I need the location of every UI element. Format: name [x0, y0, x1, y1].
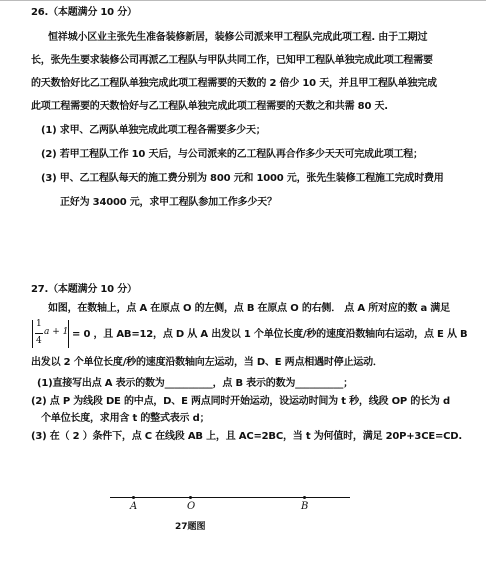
q27-line-5: (2) 点 P 为线段 DE 的中点，D、E 两点同时开始运动，设运动时间为 t 秒，线段 OP 的长为 d [31, 396, 450, 407]
q27-line-2: = 0 ，且 AB=12，点 D 从 A 出发以 1 个单位长度/秒的速度沿数轴向右运动，点 E 从 B [72, 329, 468, 340]
fraction-numerator: 1 [36, 319, 42, 329]
formula-rest: a + 1 [44, 327, 69, 337]
q26-line-4: 此项工程需要的天数恰好与乙工程队单独完成此项工程需要的天数之和共需 80 天. [31, 101, 388, 112]
top-divider [0, 0, 486, 1]
q26-line-3: 的天数恰好比乙工程队单独完成此项工程需要的天数的 2 倍少 10 天，并且甲工程队单独完成 [31, 78, 437, 89]
q26-line-2: 长，张先生要求装修公司再派乙工程队与甲队共同工作，已知甲工程队单独完成此项工程需要 [31, 55, 433, 66]
q26-part-3-cont: 正好为 34000 元，求甲工程队参加工作多少天？ [60, 197, 277, 208]
point-o-label: O [187, 501, 196, 512]
point-a-dot [132, 496, 135, 499]
q26-header: 26.（本题满分 10 分） [31, 7, 137, 18]
q26-part-1: (1) 求甲、乙两队单独完成此项工程各需要多少天； [41, 125, 266, 136]
abs-bar-left [32, 320, 33, 348]
fraction-denominator: 4 [36, 336, 42, 346]
point-o-dot [189, 496, 192, 499]
q26-line-1: 恒祥城小区业主张先生准备装修新居，装修公司派来甲工程队完成此项工程. 由于工期过 [48, 32, 428, 43]
point-a-label: A [130, 501, 138, 512]
fraction-bar [35, 333, 43, 334]
q27-line-1: 如图，在数轴上，点 A 在原点 O 的左侧，点 B 在原点 O 的右侧． 点 A 所对应的数 a 满足 [48, 303, 450, 314]
q27-line-7: (3) 在（ 2 ）条件下，点 C 在线段 AB 上，且 AC=2BC，当 t 为何值时，满足 20P+3CE=CD. [31, 431, 462, 442]
q27-header: 27.（本题满分 10 分） [31, 284, 137, 295]
q26-part-3: (3) 甲、乙工程队每天的施工费分别为 800 元和 1000 元，张先生装修工程施工完成时费用 [41, 173, 444, 184]
q27-line-3: 出发以 2 个单位长度/秒的速度沿数轴向左运动，当 D、E 两点相遇时停止运动． [31, 357, 383, 368]
q27-line-4: (1)直接写出点 A 表示的数为__________，点 B 表示的数为__________； [37, 378, 353, 389]
q26-part-2: (2) 若甲工程队工作 10 天后，与公司派来的乙工程队再合作多少天天可完成此项工程； [41, 149, 423, 160]
point-b-dot [303, 496, 306, 499]
number-line [110, 497, 350, 498]
figure-caption: 27题图 [175, 522, 206, 532]
point-b-label: B [301, 501, 309, 512]
q27-line-6: 个单位长度，求用含 t 的整式表示 d； [41, 413, 210, 424]
abs-bar-right [68, 320, 69, 348]
